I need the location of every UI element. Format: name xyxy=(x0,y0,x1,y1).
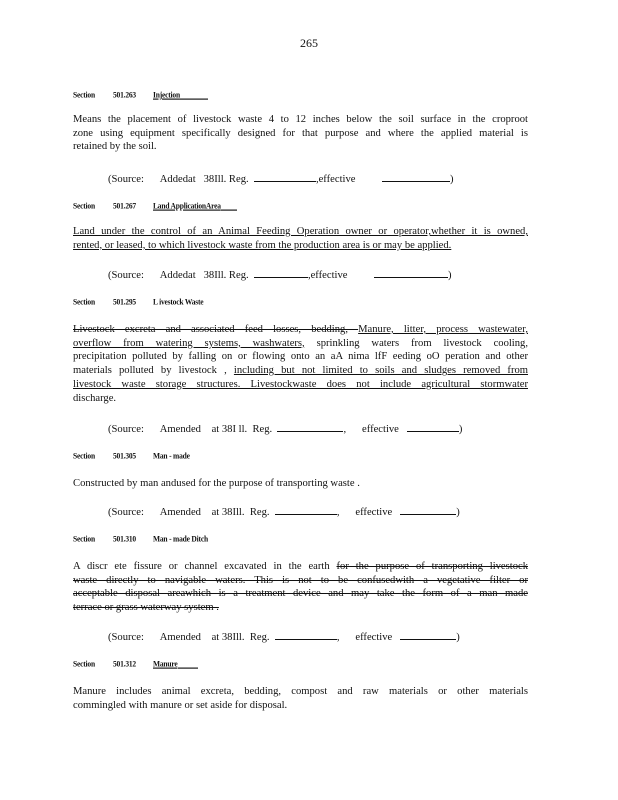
source-open: (Source: xyxy=(108,507,144,518)
text-segment: precipitation polluted by falling on or flowing onto an aA nima lfF eeding oO peration and other xyxy=(73,351,528,363)
source-kind: Addedat xyxy=(159,174,196,185)
text-segment: A discr ete fissure or channel excavated in the earth xyxy=(73,561,337,572)
text-line xyxy=(73,477,528,491)
section-term: Manure xyxy=(153,658,178,669)
source-reg: Reg. xyxy=(252,424,273,435)
section-term: Man - made xyxy=(153,450,190,461)
text-line xyxy=(73,140,528,154)
definition-man-made-ditch xyxy=(73,560,528,615)
text-line xyxy=(73,685,528,699)
deleted-text: terrace or grass waterway system . xyxy=(73,602,219,614)
section-label: Section xyxy=(73,450,95,461)
deleted-text: waste directly to navigable waters. This is not to be confusedwith a vegetative filter or xyxy=(73,574,528,586)
inserted-text: livestock waste storage structures. Livestockwaste does not include agricultural stormwater xyxy=(73,378,528,390)
section-label: Section xyxy=(73,200,95,211)
source-effective: effective xyxy=(355,632,393,643)
source-kind: Addedat xyxy=(159,270,196,281)
section-number: 501.312 xyxy=(113,658,136,669)
source-open: (Source: xyxy=(108,632,144,643)
source-note-livestock-waste: (Source: Amended at 38I ll. Reg. , effective ) xyxy=(108,421,462,435)
section-label: Section xyxy=(73,89,95,100)
source-note-man-made: (Source: Amended at 38Ill. Reg. , effective ) xyxy=(108,504,460,518)
inserted-text: Land under the control of an Animal Feeding Operation owner or operator,whether it is owned, xyxy=(73,226,528,237)
definition-man-made xyxy=(73,477,528,491)
text-line xyxy=(73,392,528,406)
inserted-text: including but not limited to soils and sludges removed from xyxy=(233,365,529,377)
source-kind: Amended xyxy=(159,507,201,518)
text-line xyxy=(73,225,528,239)
text-segment: materials polluted by livestock , xyxy=(73,365,234,377)
deleted-text: Livestock excreta and associated feed losses, bedding, xyxy=(73,324,359,335)
source-effective: ,effective xyxy=(307,270,348,281)
section-term: Land ApplicationArea xyxy=(153,200,221,211)
definition-livestock-waste xyxy=(73,323,528,405)
source-at: at 38Ill. xyxy=(211,507,245,518)
text-segment: Constructed by man andused for the purpose of transporting waste . xyxy=(73,478,360,489)
section-number: 501.305 xyxy=(113,450,136,461)
source-reg: Reg. xyxy=(249,632,270,643)
section-heading-man-made xyxy=(73,450,190,460)
source-at: at 38I ll. xyxy=(211,424,248,435)
text-line xyxy=(73,239,528,253)
text-segment: commingled with manure or set aside for disposal. xyxy=(73,699,288,711)
section-label: Section xyxy=(73,658,95,669)
definition-land-application-area xyxy=(73,225,528,252)
source-close: ) xyxy=(456,507,460,518)
section-label: Section xyxy=(73,533,95,544)
source-note-man-made-ditch: (Source: Amended at 38Ill. Reg. , effective ) xyxy=(108,629,460,643)
source-at: at 38Ill. xyxy=(211,632,245,643)
source-note-land-application-area xyxy=(108,267,451,281)
source-effective: effective xyxy=(362,424,399,435)
source-close: ) xyxy=(458,424,463,435)
section-term: L ivestock Waste xyxy=(153,296,204,307)
source-reg: 38Ill. Reg. xyxy=(203,174,249,185)
source-open: (Source: xyxy=(108,270,144,281)
source-kind: Amended xyxy=(159,632,201,643)
inserted-text: Manure, litter, process wastewater, xyxy=(358,324,528,335)
deleted-text: for the purpose of transporting livestock xyxy=(336,561,528,572)
inserted-text: overflow from watering systems, washwaters, xyxy=(73,337,305,349)
text-line xyxy=(73,127,528,141)
text-line xyxy=(73,699,528,713)
section-label: Section xyxy=(73,296,95,307)
section-heading-man-made-ditch xyxy=(73,533,208,543)
source-reg: 38Ill. Reg. xyxy=(203,270,249,281)
definition-manure xyxy=(73,685,528,712)
source-effective: ,effective xyxy=(315,174,356,185)
section-heading-manure xyxy=(73,658,198,668)
text-line xyxy=(73,574,528,588)
source-close: ) xyxy=(447,270,452,281)
section-term: Man - made Ditch xyxy=(153,533,208,544)
source-effective: effective xyxy=(355,507,393,518)
source-close: ) xyxy=(456,632,460,643)
source-open: (Source: xyxy=(108,424,144,435)
definition-injection xyxy=(73,113,528,154)
source-note-injection xyxy=(108,171,453,185)
text-line xyxy=(73,560,528,574)
section-number: 501.263 xyxy=(113,89,136,100)
deleted-text: acceptable disposal areawhich is a treatment device and may take the form of a man made xyxy=(73,588,528,600)
text-segment: Means the placement of livestock waste 4 to 12 inches below the soil surface in the croproot xyxy=(73,114,528,125)
inserted-text: rented, or leased, to which livestock waste from the production area is or may be applied. xyxy=(73,239,452,251)
text-segment: retained by the soil. xyxy=(73,141,157,153)
page-number: 265 xyxy=(300,36,318,50)
source-reg: Reg. xyxy=(249,507,270,518)
text-line xyxy=(73,350,528,364)
text-segment: Manure includes animal excreta, bedding, compost and raw materials or other materials xyxy=(73,686,528,697)
text-line xyxy=(73,113,528,127)
text-segment: sprinkling waters from livestock cooling, xyxy=(304,337,528,349)
text-segment: zone using equipment specifically designed for that purpose and where the applied material is xyxy=(73,127,528,139)
section-term: Injection xyxy=(153,89,180,100)
section-number: 501.267 xyxy=(113,200,136,211)
text-line xyxy=(73,364,528,378)
section-number: 501.310 xyxy=(113,533,136,544)
section-heading-livestock-waste xyxy=(73,296,203,306)
section-heading-injection xyxy=(73,89,208,99)
text-line xyxy=(73,337,528,351)
source-close: ) xyxy=(449,174,454,185)
source-kind: Amended xyxy=(159,424,201,435)
section-number: 501.295 xyxy=(113,296,136,307)
text-line xyxy=(73,587,528,601)
text-segment: discharge. xyxy=(73,392,117,404)
text-line xyxy=(73,378,528,392)
source-open: (Source: xyxy=(108,174,144,185)
section-heading-land-application-area xyxy=(73,200,237,210)
text-line xyxy=(73,601,528,615)
text-line xyxy=(73,323,528,337)
